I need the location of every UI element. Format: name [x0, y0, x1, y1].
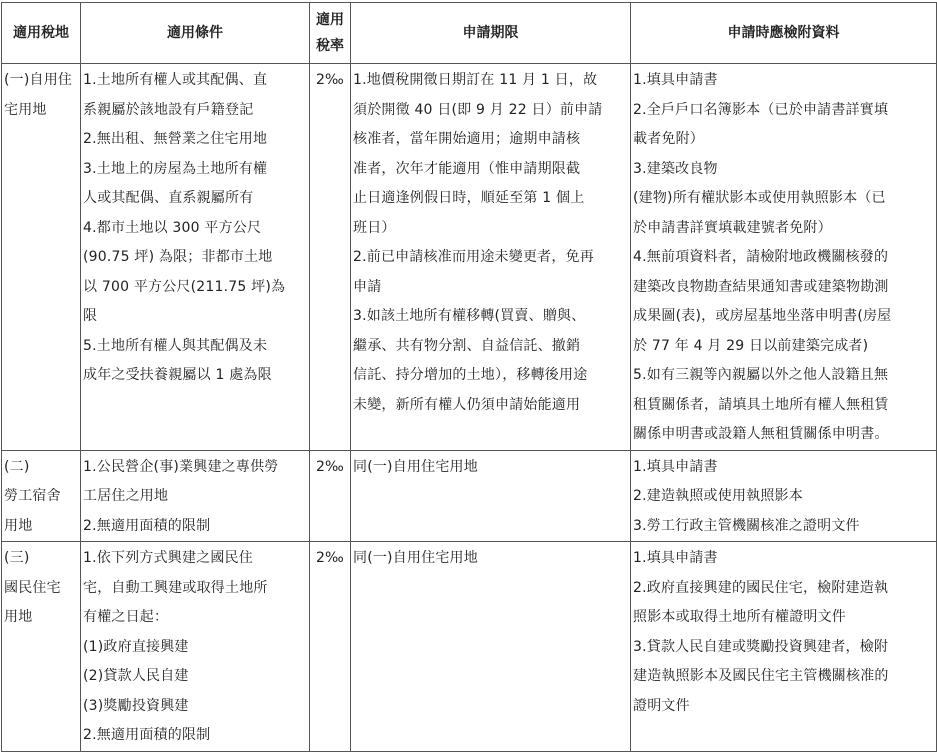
land-value-tax-table — [1, 2, 937, 752]
condition-cell-line: 1.公民營企(事)業興建之專供勞 — [83, 458, 279, 475]
condition-cell-line: 3.土地上的房屋為土地所有權 — [83, 160, 268, 177]
condition-cell — [81, 450, 310, 542]
documents-cell — [631, 64, 937, 451]
header-condition: 適用條件 — [81, 3, 310, 64]
header-rate-line2: 稅率 — [316, 38, 344, 54]
condition-cell-line: 成年之受扶養親屬以 1 處為限 — [83, 367, 272, 383]
period-cell-line: 核准者，當年開始適用；逾期申請核 — [353, 131, 581, 147]
documents-cell-line: 關係申明書或設籍人無租賃關係申明書。 — [633, 426, 889, 442]
documents-cell-line: 於申請書詳實填載建號者免附） — [633, 219, 832, 236]
period-cell-line: 2.前已申請核准而用途未變更者，免再 — [353, 249, 594, 265]
period-cell-line: 止日適逢例假日時，順延至第 1 個上 — [353, 190, 585, 206]
documents-cell-line: (建物)所有權狀影本或使用執照影本（已 — [633, 190, 886, 206]
documents-cell-line: 1.填具申請書 — [633, 458, 718, 475]
period-cell-line: 3.如該土地所有權移轉(買賣、贈與、 — [353, 308, 586, 324]
condition-cell-line: (2)貸款人民自建 — [83, 668, 189, 684]
condition-cell-line: 有權之日起： — [83, 609, 169, 625]
table-row — [2, 542, 937, 752]
period-cell — [351, 450, 631, 542]
period-cell-line: 同(一)自用住宅用地 — [353, 458, 478, 475]
tax-rate-cell: 2‰ — [310, 450, 351, 542]
condition-cell-line: 2.無出租、無營業之住宅用地 — [83, 131, 268, 147]
documents-cell-line: 1.填具申請書 — [633, 550, 718, 566]
documents-cell-line: 證明文件 — [633, 697, 690, 714]
period-cell-line: 申請 — [353, 278, 382, 295]
header-land: 適用稅地 — [2, 3, 81, 64]
period-cell-line: 信託、持分增加的土地），移轉後用途 — [353, 367, 588, 383]
table-row — [2, 64, 937, 451]
documents-cell-line: 2.全戶戶口名簿影本（已於申請書詳實填 — [633, 101, 889, 118]
documents-cell-line: 4.無前項資料者，請檢附地政機關核發的 — [633, 249, 889, 265]
tax-rate-cell: 2‰ — [310, 542, 351, 752]
condition-cell-line: 宅，自動工興建或取得土地所 — [83, 579, 268, 596]
condition-cell-line: (90.75 坪) 為限；非都市土地 — [83, 249, 273, 265]
header-period: 申請期限 — [351, 3, 631, 64]
documents-cell-line: 2.建造執照或使用執照影本 — [633, 488, 803, 504]
documents-cell-line: 3.貸款人民自建或獎勵投資興建者，檢附 — [633, 638, 889, 655]
period-cell-line: 須於開徵 40 日(即 9 月 22 日）前申請 — [353, 101, 603, 118]
condition-cell-line: 2.無適用面積的限制 — [83, 727, 211, 743]
condition-cell-line: (1)政府直接興建 — [83, 638, 189, 655]
tax-rate-cell: 2‰ — [310, 64, 351, 451]
period-cell — [351, 64, 631, 451]
header-rate — [310, 3, 351, 64]
land-type-cell: (二) 勞工宿舍 用地 — [2, 450, 81, 542]
land-type-cell: (一)自用住 宅用地 — [2, 64, 81, 451]
documents-cell — [631, 450, 937, 542]
condition-cell-line: 系親屬於該地設有戶籍登記 — [83, 101, 254, 118]
condition-cell-line: 4.都市土地以 300 平方公尺 — [83, 219, 262, 236]
period-cell-line: 同(一)自用住宅用地 — [353, 550, 478, 566]
documents-cell-line: 成果圖(表)，或房屋基地坐落申明書(房屋 — [633, 308, 892, 324]
period-cell-line: 1.地價稅開徵日期訂在 11 月 1 日，故 — [353, 72, 598, 88]
documents-cell-line: 1.填具申請書 — [633, 72, 718, 88]
header-documents: 申請時應檢附資料 — [631, 3, 937, 64]
condition-cell-line: 人或其配偶、直系親屬所有 — [83, 190, 254, 206]
documents-cell-line: 3.勞工行政主管機關核准之證明文件 — [633, 517, 860, 534]
condition-cell-line: 以 700 平方公尺(211.75 坪)為 — [83, 278, 286, 295]
header-row — [2, 3, 937, 64]
documents-cell-line: 租賃關係者，請填具土地所有權人無租賃 — [633, 396, 889, 413]
land-type-cell: (三) 國民住宅 用地 — [2, 542, 81, 752]
documents-cell-line: 照影本或取得土地所有權證明文件 — [633, 609, 846, 625]
condition-cell-line: (3)獎勵投資興建 — [83, 697, 189, 714]
header-rate-line1: 適用 — [316, 12, 344, 28]
documents-cell-line: 2.政府直接興建的國民住宅，檢附建造執 — [633, 579, 889, 596]
documents-cell-line: 建造執照影本及國民住宅主管機關核准的 — [633, 668, 889, 684]
documents-cell-line: 3.建築改良物 — [633, 160, 718, 177]
condition-cell-line: 2.無適用面積的限制 — [83, 517, 211, 534]
period-cell — [351, 542, 631, 752]
period-cell-line: 准者，次年才能適用（惟申請期限截 — [353, 160, 581, 177]
period-cell-line: 班日） — [353, 219, 396, 236]
condition-cell — [81, 542, 310, 752]
documents-cell-line: 5.如有三親等內親屬以外之他人設籍且無 — [633, 367, 889, 383]
table-row — [2, 450, 937, 542]
documents-cell — [631, 542, 937, 752]
condition-cell — [81, 64, 310, 451]
condition-cell-line: 工居住之用地 — [83, 488, 169, 504]
documents-cell-line: 建築改良物勘查結果通知書或建築物勘測 — [633, 278, 889, 295]
documents-cell-line: 載者免附） — [633, 131, 704, 147]
period-cell-line: 繼承、共有物分割、自益信託、撤銷 — [353, 337, 581, 354]
condition-cell-line: 1.依下列方式興建之國民住 — [83, 550, 253, 566]
condition-cell-line: 1.土地所有權人或其配偶、直 — [83, 72, 268, 88]
condition-cell-line: 限 — [83, 308, 98, 324]
condition-cell-line: 5.土地所有權人與其配偶及未 — [83, 337, 268, 354]
documents-cell-line: 於 77 年 4 月 29 日以前建築完成者) — [633, 337, 869, 354]
period-cell-line: 未變，新所有權人仍須申請始能適用 — [353, 396, 581, 413]
